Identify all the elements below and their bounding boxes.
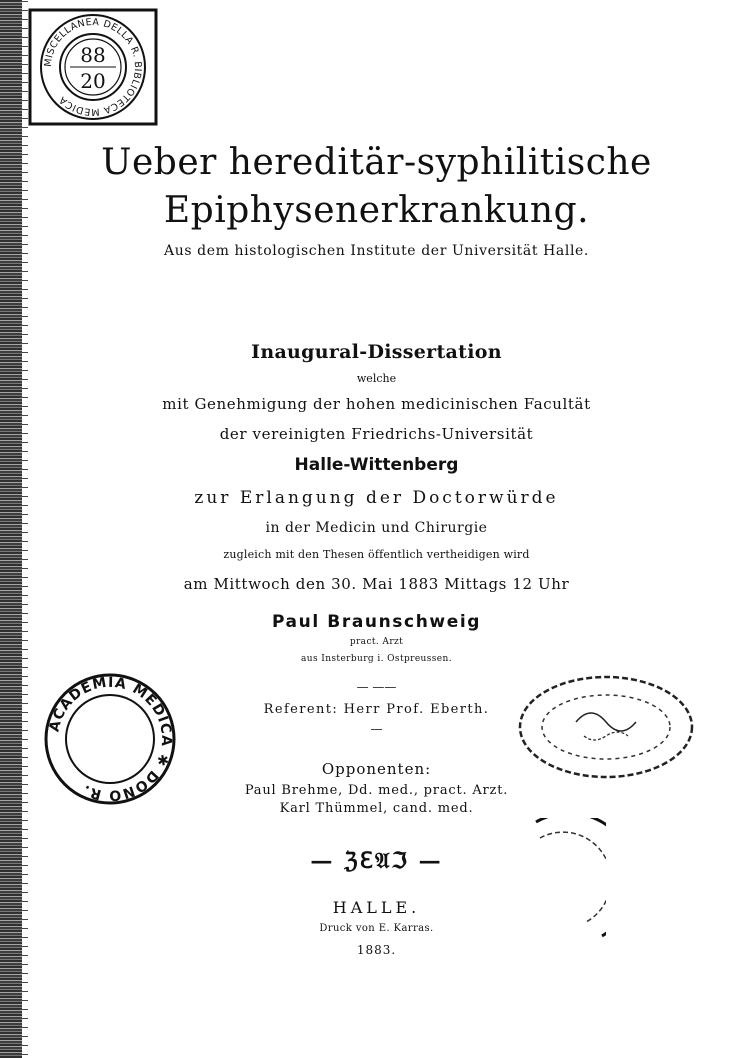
author-origin: aus Insterburg i. Ostpreussen. <box>301 654 452 664</box>
dissertation-heading: Inaugural-Dissertation <box>251 341 502 363</box>
imprint-year: 1883. <box>356 943 397 957</box>
faded-round-stamp <box>516 818 606 940</box>
title-line-1: Ueber hereditär-syphilitische <box>101 142 652 183</box>
library-stamp-top-left <box>28 8 158 126</box>
stamp-ring-text: MISCELLANEA DELLA R. BIBLIOTECA MEDICA <box>42 16 144 118</box>
author-title: pract. Arzt <box>349 637 404 647</box>
stamp-number-bottom: 20 <box>80 69 106 93</box>
text-thesen: zugleich mit den Thesen öffentlich vertheidigen wird <box>223 548 530 561</box>
stamp-ring-text: ACADEMIA MEDICA ✱ DONO R. <box>46 674 175 804</box>
stamp-number-top: 88 <box>80 43 106 67</box>
academia-medica-stamp <box>40 672 180 806</box>
text-medicin: in der Medicin und Chirurgie <box>265 520 488 536</box>
opponents-heading: Opponenten: <box>321 760 432 778</box>
divider-short: — —— <box>356 680 397 694</box>
book-binding-edge <box>0 0 22 1058</box>
text-welche: welche <box>356 372 397 385</box>
faded-oval-stamp <box>514 672 698 782</box>
text-doctorwuerde: zur Erlangung der Doctorwürde <box>194 488 559 508</box>
university-name: Halle-Wittenberg <box>294 455 459 475</box>
imprint-printer: Druck von E. Karras. <box>319 923 434 934</box>
ornament-mark: — ℨℇ𝔄ℑ — <box>310 848 443 874</box>
divider-short: — <box>370 722 383 736</box>
text-universitaet: der vereinigten Friedrichs-Universität <box>219 425 534 443</box>
opponent-1: Paul Brehme, Dd. med., pract. Arzt. <box>244 783 509 798</box>
imprint-city: HALLE. <box>332 898 421 917</box>
subtitle: Aus dem histologischen Institute der Universität Halle. <box>164 243 589 259</box>
referent: Referent: Herr Prof. Eberth. <box>263 702 490 717</box>
title-line-2: Epiphysenerkrankung. <box>163 190 590 231</box>
author-name: Paul Braunschweig <box>271 612 482 632</box>
opponent-2: Karl Thümmel, cand. med. <box>279 801 474 816</box>
defense-date: am Mittwoch den 30. Mai 1883 Mittags 12 Uhr <box>183 575 570 593</box>
text-genehmigung: mit Genehmigung der hohen medicinischen Facultät <box>162 395 591 413</box>
